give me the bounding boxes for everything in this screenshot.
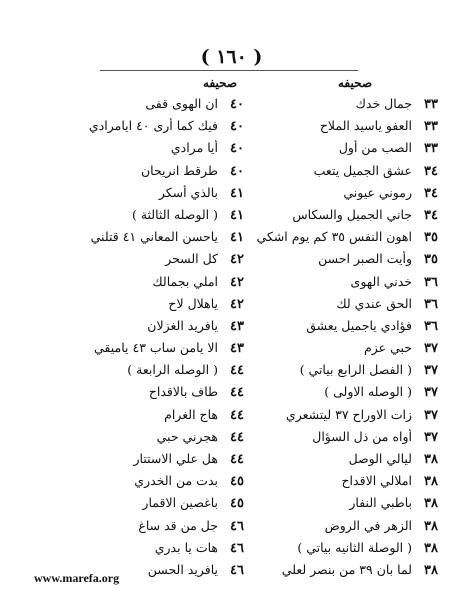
- entry-page-number: ٣٣: [424, 97, 438, 112]
- entry-title: لما بان ٣٩ من بنصر لعلي: [281, 561, 412, 577]
- entry-title: ( الوصلة الثانيه بياتي ): [297, 539, 412, 555]
- entry-page-number: ٣٥: [424, 230, 438, 246]
- index-entry: [44, 495, 244, 517]
- index-entry: [238, 207, 438, 229]
- index-entry: [44, 251, 244, 273]
- index-entry: [238, 318, 438, 340]
- index-entry: [44, 318, 244, 340]
- index-entry: [238, 229, 438, 251]
- entry-page-number: ٣٧: [424, 429, 438, 445]
- entry-title: زات الاوراح ٣٧ ليتشعري: [285, 406, 412, 422]
- index-entry: [238, 274, 438, 296]
- entry-page-number: ٤٤: [230, 407, 244, 423]
- entry-title: جل من قد ساغ: [138, 517, 218, 533]
- index-entry: [44, 296, 244, 318]
- index-entry: [44, 96, 244, 118]
- index-entry: [238, 540, 438, 562]
- entry-title: هجرني حبي: [156, 428, 218, 444]
- entry-page-number: ٣٦: [424, 274, 438, 290]
- index-entry: [44, 540, 244, 562]
- entry-title: رموني عيوني: [343, 184, 412, 200]
- entry-title: ( الوصله الرابعة ): [127, 362, 218, 378]
- entry-title: اهون النفس ٣٥ كم يوم اشكي: [256, 229, 412, 245]
- entry-title: يافريد الحسن: [147, 561, 218, 577]
- entry-page-number: ٤٤: [230, 385, 244, 401]
- index-entry: [238, 185, 438, 207]
- index-entry: [238, 362, 438, 384]
- index-entry: [44, 518, 244, 540]
- left-column-header: صحيفه: [203, 76, 238, 90]
- header-rule: [100, 70, 358, 71]
- index-entry: [44, 451, 244, 473]
- entry-title: املالي الاقداح: [341, 473, 412, 489]
- entry-page-number: ٣٤: [424, 185, 438, 201]
- index-entry: [238, 296, 438, 318]
- entry-title: ياحسن المعاني ٤١ قتلني: [90, 229, 218, 245]
- index-entry: [238, 495, 438, 517]
- index-entry: [238, 429, 438, 451]
- left-index-column: [44, 96, 244, 584]
- entry-page-number: ٣٨: [424, 496, 438, 512]
- entry-page-number: ٤٥: [230, 496, 244, 512]
- index-entry: [44, 118, 244, 140]
- entry-page-number: ٤٣: [230, 341, 244, 357]
- entry-page-number: ٤٦: [230, 518, 244, 534]
- entry-title: فيك كما أرى ٤٠ ايامرادي: [88, 118, 218, 134]
- entry-page-number: ٤٠: [230, 141, 244, 157]
- entry-title: الا يامن ساب ٤٣ ياميقي: [94, 340, 218, 356]
- entry-title: حبي عزم: [364, 340, 412, 356]
- index-entry: [238, 473, 438, 495]
- entry-page-number: ٣٨: [424, 540, 438, 556]
- entry-title: طاف بالاقداح: [148, 384, 218, 400]
- right-index-column: [238, 96, 438, 584]
- entry-title: خدني الهوى: [350, 273, 412, 289]
- index-entry: [44, 473, 244, 495]
- entry-page-number: ٣٨: [424, 518, 438, 534]
- entry-title: الحق عندي لك: [336, 295, 412, 311]
- entry-title: ( الفصل الرابع بياتي ): [299, 362, 412, 378]
- entry-page-number: ٤٢: [230, 296, 244, 312]
- entry-title: وأيت الصبر احسن: [318, 251, 412, 267]
- entry-page-number: ٤٦: [230, 562, 244, 578]
- entry-page-number: ٣٤: [424, 163, 438, 179]
- entry-page-number: ٣٨: [424, 452, 438, 467]
- entry-title: باغصين الاقمار: [142, 495, 218, 511]
- entry-page-number: ٤٤: [230, 363, 244, 379]
- index-entry: [44, 140, 244, 162]
- entry-page-number: ٣٨: [424, 562, 438, 578]
- index-entry: [238, 118, 438, 140]
- index-entry: [44, 207, 244, 229]
- entry-title: هاج الغرام: [164, 406, 218, 422]
- index-entry: [238, 518, 438, 540]
- index-entry: [238, 140, 438, 162]
- entry-page-number: ٤٥: [230, 474, 244, 490]
- entry-title: ان الهوى قفى: [145, 96, 218, 111]
- entry-title: طرقط انريحان: [140, 162, 218, 178]
- entry-page-number: ٣٦: [424, 318, 438, 334]
- index-entry: [44, 362, 244, 384]
- entry-title: أيا مرادي: [170, 140, 218, 156]
- entry-page-number: ٤١: [230, 207, 244, 223]
- entry-page-number: ٣٧: [424, 341, 438, 357]
- index-entry: [44, 163, 244, 185]
- index-entry: [238, 451, 438, 473]
- index-entry: [44, 229, 244, 251]
- entry-title: جمال خدك: [355, 96, 412, 111]
- index-entry: [44, 185, 244, 207]
- right-column-header: صحيفه: [338, 76, 373, 90]
- entry-page-number: ٤١: [230, 185, 244, 201]
- entry-title: العفو ياسيد الملاح: [319, 118, 412, 134]
- entry-page-number: ٤٢: [230, 274, 244, 290]
- entry-title: الزهر في الروض: [324, 517, 412, 533]
- entry-title: أواه من ذل السؤال: [312, 428, 412, 444]
- entry-title: هل علي الاستتار: [133, 451, 218, 466]
- entry-title: جاني الجميل والسكاس: [292, 206, 412, 222]
- index-entry: [238, 562, 438, 584]
- entry-title: باطبي النفار: [349, 495, 412, 511]
- index-entry: [238, 407, 438, 429]
- entry-page-number: ٣٦: [424, 296, 438, 312]
- index-entry: [44, 429, 244, 451]
- entry-title: ( الوصله الاولى ): [324, 384, 412, 400]
- entry-page-number: ٤٠: [230, 163, 244, 179]
- entry-page-number: ٤٠: [230, 119, 244, 135]
- index-entry: [44, 340, 244, 362]
- entry-title: هات يا بدري: [154, 539, 218, 555]
- footer-site[interactable]: www.marefa.org: [34, 571, 120, 585]
- entry-page-number: ٤٢: [230, 252, 244, 268]
- entry-title: بالذي أسكر: [158, 184, 218, 200]
- entry-page-number: ٣٧: [424, 363, 438, 379]
- index-entry: [44, 384, 244, 406]
- entry-page-number: ٤٣: [230, 318, 244, 334]
- entry-title: فؤادي ياجميل يعشق: [306, 317, 412, 333]
- index-entry: [238, 163, 438, 185]
- entry-page-number: ٣٨: [424, 474, 438, 490]
- entry-title: يافريد الغزلان: [147, 317, 218, 333]
- entry-page-number: ٤٦: [230, 540, 244, 556]
- entry-page-number: ٤٠: [230, 97, 244, 112]
- index-entry: [238, 384, 438, 406]
- entry-title: عشق الجميل يتعب: [313, 162, 412, 178]
- entry-title: املي بجمالك: [152, 273, 218, 289]
- entry-page-number: ٤١: [230, 230, 244, 246]
- entry-page-number: ٣٥: [424, 252, 438, 268]
- entry-title: ( الوصله الثالثة ): [131, 206, 218, 222]
- entry-title: الصب من أول: [338, 140, 412, 156]
- entry-page-number: ٤٤: [230, 429, 244, 445]
- entry-title: ياهلال لاح: [168, 295, 218, 311]
- entry-title: ليالي الوصل: [348, 451, 412, 466]
- index-entry: [238, 340, 438, 362]
- entry-page-number: ٣٣: [424, 141, 438, 157]
- index-entry: [238, 96, 438, 118]
- index-entry: [44, 274, 244, 296]
- entry-title: كل السحر: [165, 251, 218, 267]
- entry-page-number: ٣٧: [424, 385, 438, 401]
- entry-title: بدت من الخدري: [134, 473, 218, 489]
- page-number: ( ١٦٠ ): [200, 46, 263, 68]
- entry-page-number: ٣٤: [424, 207, 438, 223]
- entry-page-number: ٤٤: [230, 452, 244, 467]
- entry-page-number: ٣٣: [424, 119, 438, 135]
- entry-page-number: ٣٧: [424, 407, 438, 423]
- index-entry: [238, 251, 438, 273]
- index-entry: [44, 407, 244, 429]
